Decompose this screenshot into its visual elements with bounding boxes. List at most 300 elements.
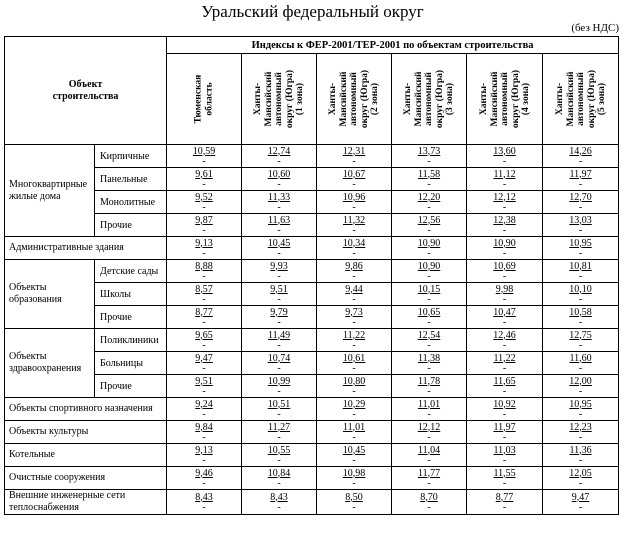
index-value: 12,12 <box>417 421 441 433</box>
index-cell <box>543 191 619 214</box>
index-dash: - <box>502 477 507 489</box>
index-cell <box>317 490 392 515</box>
index-cell <box>543 421 619 444</box>
table-row <box>5 490 619 515</box>
index-value: 11,03 <box>493 444 516 456</box>
index-cell <box>317 467 392 490</box>
index-cell <box>392 237 467 260</box>
index-dash: - <box>202 178 206 190</box>
index-cell <box>392 375 467 398</box>
index-value: 9,13 <box>195 237 213 249</box>
index-value: 12,54 <box>417 329 441 341</box>
index-cell <box>543 237 619 260</box>
category-label: Объекты культуры <box>5 421 167 444</box>
index-dash: - <box>427 362 431 374</box>
index-dash: - <box>277 477 281 489</box>
index-dash: - <box>427 408 431 420</box>
subcategory-label: Монолитные <box>95 191 167 214</box>
index-value: 10,96 <box>342 191 366 203</box>
index-cell <box>467 490 543 515</box>
column-header-label: Ханты- Мансийский автономный округ (Югра) (1 зона) <box>252 69 305 129</box>
index-value: 11,97 <box>569 168 592 180</box>
index-cell <box>543 375 619 398</box>
subcategory-label: Поликлиники <box>95 329 167 352</box>
index-dash: - <box>202 385 206 397</box>
index-value: 8,70 <box>420 491 438 503</box>
index-value: 9,51 <box>195 375 213 387</box>
index-value: 12,23 <box>569 421 592 433</box>
index-dash: - <box>502 224 507 236</box>
index-cell <box>392 168 467 191</box>
index-cell <box>467 145 543 168</box>
table-row <box>5 145 619 168</box>
index-cell <box>392 329 467 352</box>
index-dash: - <box>352 454 356 466</box>
index-value: 10,81 <box>569 260 592 272</box>
index-dash: - <box>502 316 507 328</box>
index-cell <box>543 398 619 421</box>
index-value: 10,92 <box>493 398 516 410</box>
index-cell <box>392 490 467 515</box>
column-header <box>543 54 619 145</box>
index-dash: - <box>427 155 431 167</box>
column-header-label: Ханты- Мансийский автономный округ (Югра) (4 зона) <box>478 69 531 129</box>
object-header-label: Объект строительства <box>52 78 119 102</box>
index-dash: - <box>502 201 507 213</box>
table-row <box>5 168 619 191</box>
index-value: 11,60 <box>569 352 592 364</box>
index-value: 11,78 <box>417 375 441 387</box>
index-value: 9,52 <box>195 191 213 203</box>
index-dash: - <box>578 155 583 167</box>
index-dash: - <box>502 178 507 190</box>
index-value: 9,65 <box>195 329 213 341</box>
index-value: 10,90 <box>417 237 441 249</box>
index-dash: - <box>578 477 583 489</box>
index-value: 10,60 <box>267 168 291 180</box>
index-value: 10,58 <box>569 306 592 318</box>
table-row <box>5 421 619 444</box>
category-label: Очистные сооружения <box>5 467 167 490</box>
index-value: 9,84 <box>195 421 213 433</box>
index-cell <box>167 444 242 467</box>
index-cell <box>242 329 317 352</box>
category-label: Внешние инженерные сети теплоснабжения <box>5 490 167 515</box>
index-value: 9,47 <box>195 352 213 364</box>
index-dash: - <box>277 224 281 236</box>
index-dash: - <box>277 431 281 443</box>
column-header-label: Ханты- Мансийский автономный округ (Югра) (5 зона) <box>554 69 607 129</box>
index-value: 11,49 <box>267 329 291 341</box>
table-row <box>5 352 619 375</box>
index-dash: - <box>277 339 281 351</box>
index-dash: - <box>502 247 507 259</box>
index-cell <box>392 306 467 329</box>
index-dash: - <box>352 270 356 282</box>
index-dash: - <box>202 477 206 489</box>
index-cell <box>392 283 467 306</box>
index-dash: - <box>427 316 431 328</box>
index-value: 10,90 <box>417 260 441 272</box>
index-value: 11,12 <box>493 168 516 180</box>
index-value: 10,95 <box>569 237 592 249</box>
index-dash: - <box>427 501 431 513</box>
index-cell <box>392 191 467 214</box>
index-cell <box>543 168 619 191</box>
index-value: 12,00 <box>569 375 592 387</box>
index-cell <box>467 421 543 444</box>
index-cell <box>392 145 467 168</box>
index-cell <box>242 283 317 306</box>
index-cell <box>317 421 392 444</box>
index-value: 9,79 <box>270 306 288 318</box>
index-dash: - <box>502 431 507 443</box>
category-label: Объекты здравоохранения <box>5 329 95 398</box>
index-value: 12,46 <box>493 329 516 341</box>
index-value: 10,69 <box>493 260 516 272</box>
index-value: 11,55 <box>493 467 516 479</box>
index-cell <box>167 375 242 398</box>
table-row <box>5 237 619 260</box>
index-cell <box>242 375 317 398</box>
index-value: 11,58 <box>417 168 441 180</box>
index-value: 10,34 <box>342 237 366 249</box>
index-cell <box>317 352 392 375</box>
index-value: 10,90 <box>493 237 516 249</box>
index-dash: - <box>502 408 507 420</box>
index-dash: - <box>277 501 281 513</box>
index-value: 11,27 <box>267 421 291 433</box>
index-dash: - <box>352 501 356 513</box>
index-value: 10,29 <box>342 398 366 410</box>
index-dash: - <box>578 224 583 236</box>
index-cell <box>317 214 392 237</box>
index-value: 9,86 <box>345 260 363 272</box>
index-cell <box>242 490 317 515</box>
index-cell <box>167 467 242 490</box>
index-value: 12,56 <box>417 214 441 226</box>
index-dash: - <box>427 431 431 443</box>
index-cell <box>467 283 543 306</box>
index-value: 10,65 <box>417 306 441 318</box>
index-dash: - <box>277 201 281 213</box>
index-value: 12,75 <box>569 329 592 341</box>
index-cell <box>317 168 392 191</box>
index-value: 11,38 <box>417 352 441 364</box>
index-dash: - <box>578 408 583 420</box>
index-dash: - <box>578 385 583 397</box>
index-value: 10,45 <box>342 444 366 456</box>
index-value: 9,51 <box>270 283 288 295</box>
index-value: 12,74 <box>267 145 291 157</box>
index-dash: - <box>352 431 356 443</box>
index-value: 11,65 <box>493 375 516 387</box>
category-label: Котельные <box>5 444 167 467</box>
table-row <box>5 191 619 214</box>
object-header <box>5 37 167 145</box>
index-cell <box>392 214 467 237</box>
index-dash: - <box>352 408 356 420</box>
index-cell <box>317 444 392 467</box>
index-cell <box>543 306 619 329</box>
index-dash: - <box>277 270 281 282</box>
index-cell <box>543 467 619 490</box>
column-header <box>467 54 543 145</box>
index-cell <box>392 467 467 490</box>
index-cell <box>167 306 242 329</box>
index-dash: - <box>427 339 431 351</box>
index-cell <box>167 398 242 421</box>
index-dash: - <box>502 385 507 397</box>
index-cell <box>317 398 392 421</box>
index-cell <box>317 145 392 168</box>
index-cell <box>467 191 543 214</box>
index-cell <box>242 145 317 168</box>
index-dash: - <box>427 477 431 489</box>
index-cell <box>167 168 242 191</box>
subcategory-label: Прочие <box>95 214 167 237</box>
index-value: 11,63 <box>267 214 291 226</box>
index-value: 9,98 <box>495 283 514 295</box>
index-cell <box>467 214 543 237</box>
index-dash: - <box>427 224 431 236</box>
index-dash: - <box>502 270 507 282</box>
index-dash: - <box>578 201 583 213</box>
index-value: 14,26 <box>569 145 592 157</box>
index-dash: - <box>202 339 206 351</box>
index-cell <box>543 444 619 467</box>
index-cell <box>242 168 317 191</box>
column-header <box>242 54 317 145</box>
column-header <box>392 54 467 145</box>
index-dash: - <box>578 339 583 351</box>
index-value: 13,60 <box>493 145 516 157</box>
index-table <box>4 36 619 515</box>
index-dash: - <box>352 477 356 489</box>
index-cell <box>467 260 543 283</box>
index-dash: - <box>202 431 206 443</box>
index-value: 9,46 <box>195 467 213 479</box>
index-value: 13,03 <box>569 214 592 226</box>
index-dash: - <box>202 501 206 513</box>
vat-note: (без НДС) <box>571 22 619 34</box>
index-value: 11,01 <box>342 421 366 433</box>
index-cell <box>467 237 543 260</box>
table-row <box>5 444 619 467</box>
subcategory-label: Прочие <box>95 306 167 329</box>
index-dash: - <box>202 201 206 213</box>
index-dash: - <box>427 201 431 213</box>
index-value: 10,99 <box>267 375 291 387</box>
index-value: 12,05 <box>569 467 592 479</box>
index-dash: - <box>277 178 281 190</box>
table-row <box>5 283 619 306</box>
index-cell <box>242 306 317 329</box>
index-dash: - <box>427 270 431 282</box>
index-dash: - <box>352 178 356 190</box>
index-cell <box>392 260 467 283</box>
index-cell <box>543 145 619 168</box>
index-dash: - <box>427 178 431 190</box>
index-dash: - <box>578 362 583 374</box>
index-value: 11,22 <box>342 329 366 341</box>
index-value: 9,87 <box>195 214 213 226</box>
index-cell <box>242 444 317 467</box>
table-row <box>5 214 619 237</box>
index-value: 9,73 <box>345 306 363 318</box>
category-label: Объекты спортивного назначения <box>5 398 167 421</box>
index-cell <box>467 306 543 329</box>
index-cell <box>467 444 543 467</box>
index-cell <box>543 260 619 283</box>
index-cell <box>242 237 317 260</box>
index-value: 10,61 <box>342 352 366 364</box>
index-dash: - <box>277 385 281 397</box>
index-dash: - <box>352 155 356 167</box>
index-dash: - <box>202 362 206 374</box>
index-value: 10,55 <box>267 444 291 456</box>
index-dash: - <box>578 247 583 259</box>
index-value: 9,93 <box>270 260 288 272</box>
index-dash: - <box>578 293 583 305</box>
table-row <box>5 306 619 329</box>
index-value: 10,67 <box>342 168 366 180</box>
index-cell <box>467 352 543 375</box>
index-value: 11,36 <box>569 444 592 456</box>
index-value: 9,24 <box>195 398 213 410</box>
index-dash: - <box>502 293 507 305</box>
index-dash: - <box>277 293 281 305</box>
index-cell <box>167 329 242 352</box>
index-dash: - <box>352 247 356 259</box>
indices-group-header: Индексы к ФЕР-2001/ТЕР-2001 по объектам строительства <box>167 37 619 54</box>
index-value: 11,22 <box>493 352 516 364</box>
index-value: 11,77 <box>417 467 441 479</box>
index-value: 12,20 <box>417 191 441 203</box>
table-row <box>5 329 619 352</box>
index-dash: - <box>277 362 281 374</box>
index-value: 11,33 <box>267 191 291 203</box>
index-cell <box>317 237 392 260</box>
index-value: 11,01 <box>417 398 441 410</box>
index-value: 11,32 <box>342 214 366 226</box>
index-cell <box>317 306 392 329</box>
index-dash: - <box>502 362 507 374</box>
index-cell <box>392 398 467 421</box>
index-cell <box>392 444 467 467</box>
index-cell <box>242 214 317 237</box>
index-cell <box>242 260 317 283</box>
index-cell <box>467 168 543 191</box>
index-dash: - <box>277 408 281 420</box>
index-cell <box>317 375 392 398</box>
index-cell <box>242 352 317 375</box>
index-cell <box>167 421 242 444</box>
index-cell <box>167 214 242 237</box>
index-value: 12,31 <box>342 145 366 157</box>
index-cell <box>167 191 242 214</box>
index-value: 9,13 <box>195 444 213 456</box>
subcategory-label: Школы <box>95 283 167 306</box>
index-cell <box>167 352 242 375</box>
index-dash: - <box>578 178 583 190</box>
index-dash: - <box>578 316 583 328</box>
index-cell <box>242 421 317 444</box>
subcategory-label: Кирпичные <box>95 145 167 168</box>
index-cell <box>167 490 242 515</box>
index-dash: - <box>202 247 206 259</box>
index-dash: - <box>202 224 206 236</box>
index-dash: - <box>352 385 356 397</box>
index-value: 11,97 <box>493 421 516 433</box>
index-value: 10,84 <box>267 467 291 479</box>
index-value: 12,70 <box>569 191 592 203</box>
column-header-label: Тюменская область <box>193 74 215 124</box>
index-dash: - <box>502 339 507 351</box>
index-value: 10,10 <box>569 283 592 295</box>
category-label: Административные здания <box>5 237 167 260</box>
index-dash: - <box>352 362 356 374</box>
index-dash: - <box>578 431 583 443</box>
index-dash: - <box>277 155 281 167</box>
index-cell <box>392 421 467 444</box>
index-value: 10,47 <box>493 306 516 318</box>
column-header-label: Ханты- Мансийский автономный округ (Югра) (2 зона) <box>327 69 380 129</box>
index-cell <box>317 260 392 283</box>
index-value: 10,59 <box>192 145 216 157</box>
table-row <box>5 375 619 398</box>
index-dash: - <box>578 501 583 513</box>
index-value: 10,51 <box>267 398 291 410</box>
index-dash: - <box>352 339 356 351</box>
index-value: 10,15 <box>417 283 441 295</box>
index-value: 8,43 <box>195 491 213 503</box>
index-value: 9,47 <box>571 491 590 503</box>
column-header-label: Ханты- Мансийский автономный округ (Югра) (3 зона) <box>402 69 455 129</box>
index-dash: - <box>352 293 356 305</box>
index-value: 8,43 <box>270 491 288 503</box>
index-dash: - <box>202 270 206 282</box>
table-row <box>5 260 619 283</box>
index-value: 12,12 <box>493 191 516 203</box>
index-cell <box>392 352 467 375</box>
index-value: 8,77 <box>195 306 213 318</box>
index-value: 8,57 <box>195 283 213 295</box>
index-dash: - <box>202 454 206 466</box>
index-value: 8,88 <box>195 260 213 272</box>
index-dash: - <box>427 454 431 466</box>
index-dash: - <box>578 270 583 282</box>
index-cell <box>317 329 392 352</box>
subcategory-label: Детские сады <box>95 260 167 283</box>
index-dash: - <box>202 155 206 167</box>
index-dash: - <box>502 155 507 167</box>
table-row <box>5 467 619 490</box>
index-cell <box>167 145 242 168</box>
index-value: 10,74 <box>267 352 291 364</box>
category-label: Объекты образования <box>5 260 95 329</box>
index-cell <box>317 283 392 306</box>
column-header <box>317 54 392 145</box>
index-cell <box>543 329 619 352</box>
index-cell <box>167 237 242 260</box>
index-dash: - <box>202 316 206 328</box>
page-title: Уральский федеральный округ <box>201 2 424 21</box>
index-cell <box>317 191 392 214</box>
index-value: 10,45 <box>267 237 291 249</box>
category-label: Многоквартирные жилые дома <box>5 145 95 237</box>
index-dash: - <box>578 454 583 466</box>
